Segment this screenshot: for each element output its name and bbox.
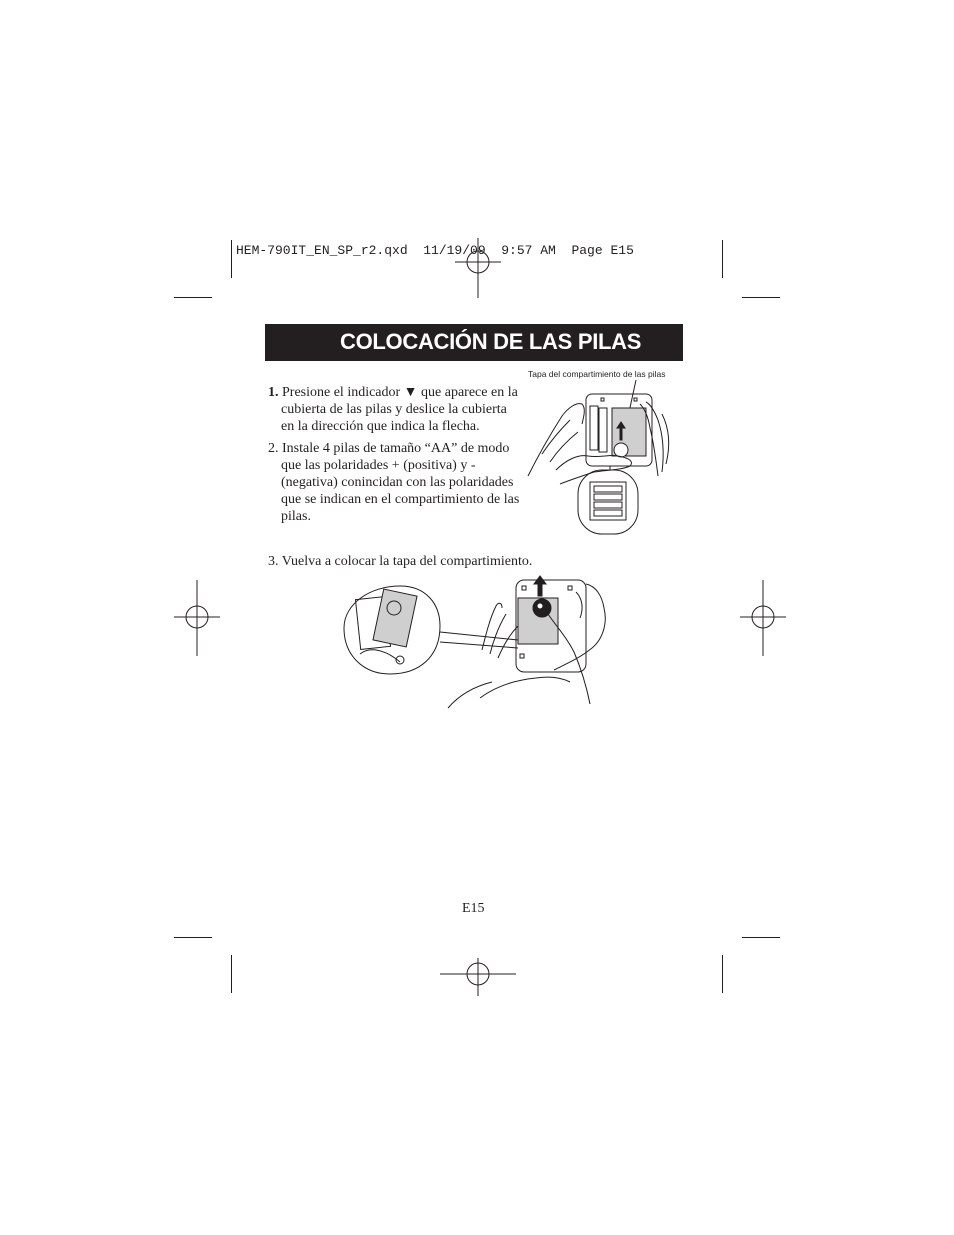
step-2: [268, 440, 530, 525]
step-2-line-5: pilas.: [281, 509, 311, 524]
battery-cover-illustration: [526, 380, 676, 538]
registration-mark-right: [740, 580, 786, 656]
crop-mark-bottom-left-h: [174, 937, 212, 938]
step-2-line-4: que se indican en el compartimiento de las: [281, 492, 520, 507]
crop-mark-bottom-right-v: [722, 955, 723, 993]
step-1: [268, 384, 530, 435]
section-title-bar: [265, 324, 683, 361]
slug-line: HEM-790IT_EN_SP_r2.qxd 11/19/09 9:57 AM Page E15: [236, 243, 634, 258]
step-2-number: 2.: [268, 441, 279, 456]
crop-mark-top-left-h: [174, 297, 212, 298]
step-3: [268, 553, 568, 570]
section-title: COLOCACIÓN DE LAS PILAS: [340, 329, 642, 354]
page-number: E15: [462, 901, 485, 916]
crop-mark-bottom-right-h: [742, 937, 780, 938]
replace-cover-illustration: [340, 574, 620, 710]
registration-mark-left: [174, 580, 220, 656]
registration-mark-bottom: [440, 958, 516, 996]
step-1-line-3: en la dirección que indica la flecha.: [281, 419, 480, 434]
step-2-line-1: Instale 4 pilas de tamaño “AA” de modo: [282, 441, 510, 456]
crop-mark-bottom-left-v: [231, 955, 232, 993]
step-2-line-2: que las polaridades + (positiva) y -: [281, 458, 476, 473]
step-3-number: 3.: [268, 554, 279, 569]
crop-mark-top-right-h: [742, 297, 780, 298]
step-1-line-1: Presione el indicador ▼ que aparece en la: [282, 385, 518, 400]
step-1-line-2: cubierta de las pilas y deslice la cubierta: [281, 402, 507, 417]
step-2-line-3: (negativa) conincidan con las polaridades: [281, 475, 514, 490]
crop-mark-top-right-v: [722, 240, 723, 278]
crop-mark-top-left-v: [231, 240, 232, 278]
battery-cover-caption: Tapa del compartimiento de las pilas: [528, 369, 666, 379]
step-1-number: 1.: [268, 385, 279, 400]
step-3-line-1: Vuelva a colocar la tapa del compartimiento.: [281, 554, 533, 569]
